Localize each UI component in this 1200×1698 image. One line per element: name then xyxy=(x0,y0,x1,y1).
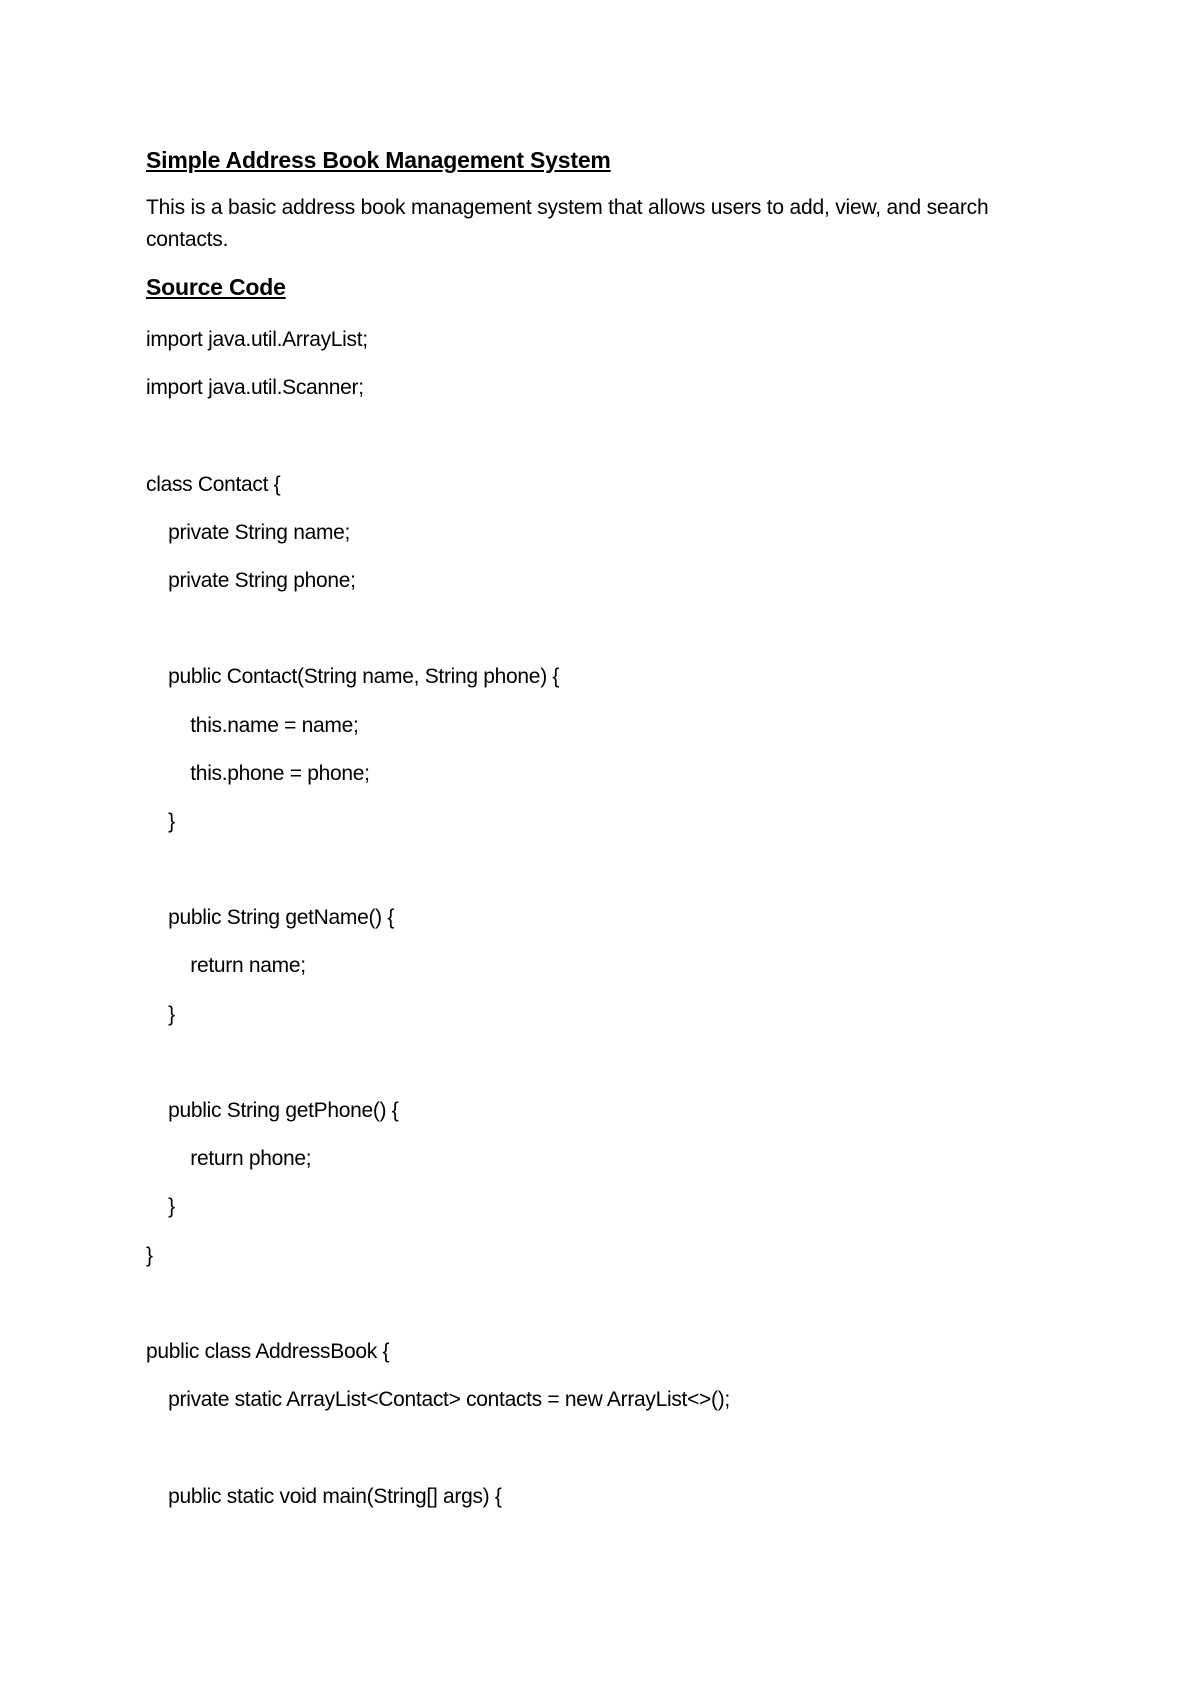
code-line xyxy=(146,1424,1076,1472)
code-line: this.phone = phone; xyxy=(146,761,370,785)
code-line xyxy=(146,846,1076,894)
intro-paragraph: This is a basic address book management system that allows users to add, view, and search contacts. xyxy=(146,196,989,251)
code-line: } xyxy=(146,1243,153,1267)
code-line xyxy=(146,1039,1076,1087)
code-line: import java.util.Scanner; xyxy=(146,376,364,400)
code-block xyxy=(146,316,1076,1521)
code-line: this.name = name; xyxy=(146,713,359,737)
code-line: class Contact { xyxy=(146,472,281,496)
code-line: public String getName() { xyxy=(146,906,395,930)
document-title: Simple Address Book Management System xyxy=(146,147,611,173)
code-line: import java.util.ArrayList; xyxy=(146,328,368,351)
code-line: public String getPhone() { xyxy=(146,1099,399,1122)
code-line xyxy=(146,1280,1076,1328)
code-line: return name; xyxy=(146,954,306,978)
source-code-heading: Source Code xyxy=(146,274,286,300)
code-line xyxy=(146,412,1076,460)
code-line: return phone; xyxy=(146,1147,312,1171)
code-line: } xyxy=(146,809,175,833)
code-line xyxy=(146,605,1076,653)
document-content xyxy=(146,145,1076,1521)
code-line: public class AddressBook { xyxy=(146,1339,390,1363)
code-line: } xyxy=(146,1002,175,1026)
code-line: private static ArrayList<Contact> contacts = new ArrayList<>(); xyxy=(146,1388,730,1412)
code-line: public Contact(String name, String phone) { xyxy=(146,665,560,689)
code-line: public static void main(String[] args) { xyxy=(146,1484,502,1508)
code-line: } xyxy=(146,1195,175,1219)
code-line: private String name; xyxy=(146,520,351,544)
code-line: private String phone; xyxy=(146,568,356,592)
